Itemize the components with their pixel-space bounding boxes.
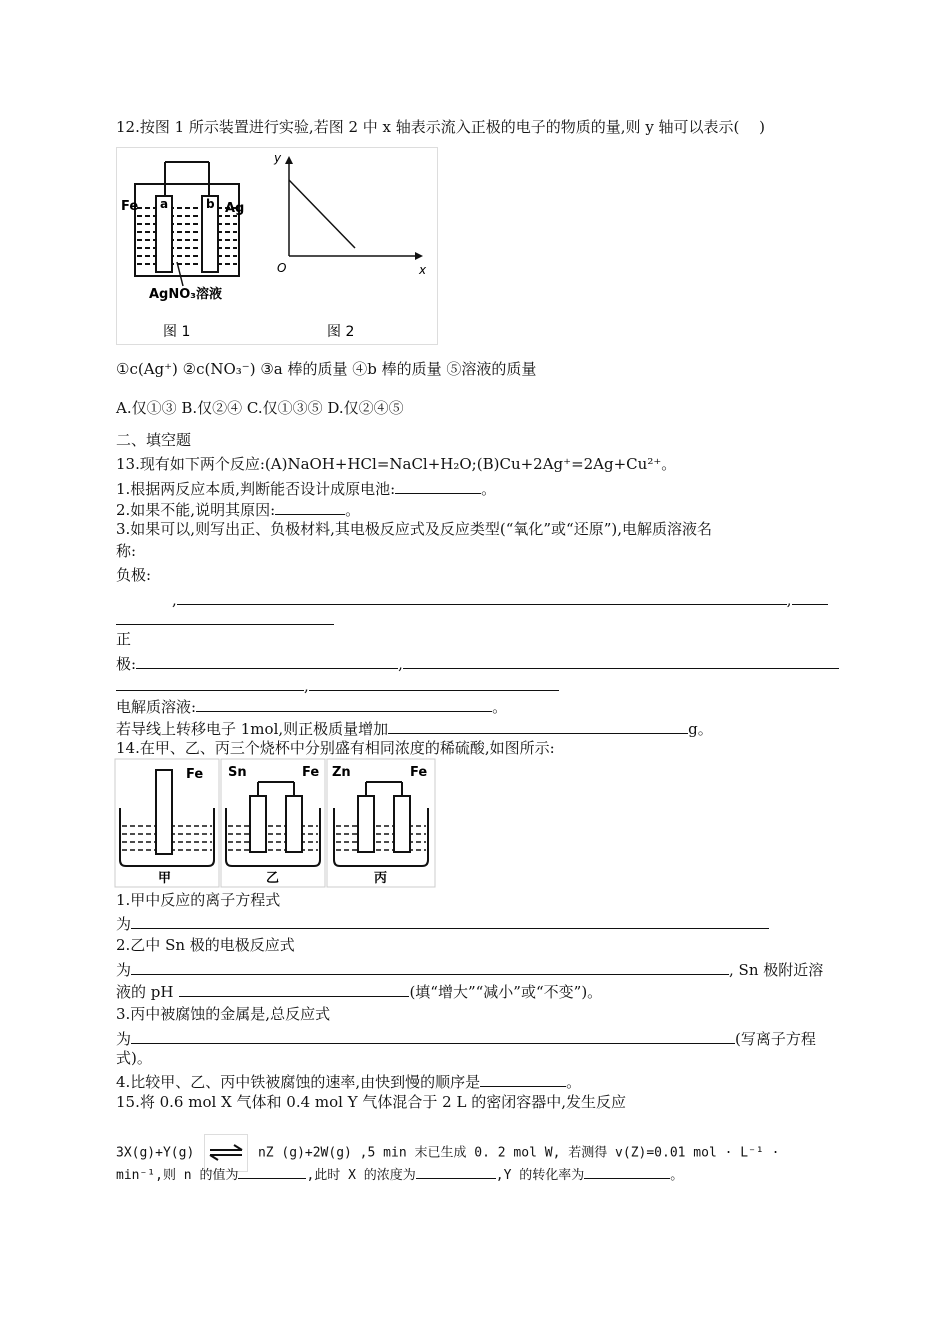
q14-s2-row <box>116 958 823 980</box>
q13-mass-text: 若导线上转移电子 1mol,则正极质量增加 <box>116 720 389 738</box>
q13-pos-comma: , <box>398 655 403 673</box>
q12-stem: 12.按图 1 所示装置进行实验,若图 2 中 x 轴表示流入正极的电子的物质的量,则 y 轴可以表示( ) <box>116 118 766 136</box>
q14-s4-blank[interactable] <box>480 1070 566 1087</box>
q14-s1-row <box>116 912 769 934</box>
q14-s3-row <box>116 1027 816 1049</box>
q14-s2-row2 <box>116 980 602 1002</box>
q13-pos-row2 <box>116 674 559 696</box>
q13-stem: 13.现有如下两个反应:(A)NaOH+HCl=NaCl+H₂O;(B)Cu+2Ag⁺=2Ag+Cu²⁺。 <box>116 455 677 473</box>
q13-pos-blank4[interactable] <box>309 674 559 691</box>
beaker-outline <box>135 184 239 276</box>
q13-s2 <box>116 498 360 520</box>
q13-s1-end: 。 <box>481 480 497 498</box>
svg-text:Zn: Zn <box>332 765 351 780</box>
q15-n-text: min⁻¹,则 n 的值为 <box>116 1168 239 1183</box>
q15-end: 。 <box>670 1168 684 1183</box>
q13-elec-label: 电解质溶液: <box>116 698 197 716</box>
ag-label: Ag <box>225 201 245 216</box>
q14-s3-blank[interactable] <box>131 1027 735 1044</box>
rod-a-label: a <box>160 197 169 211</box>
q12-figure <box>116 147 438 345</box>
q13-neg-row <box>116 588 828 610</box>
svg-text:甲: 甲 <box>158 871 172 886</box>
q13-s2-text: 2.如果不能,说明其原因: <box>116 501 276 519</box>
q15-eq-right: nZ (g)+2W(g) ,5 min 末已生成 0. 2 mol W, 若测得 v(Z)=0.01 mol · L⁻¹ · <box>257 1145 780 1161</box>
q14-s2-wei: 为 <box>116 961 132 979</box>
q12-figure-svg <box>117 148 437 344</box>
q13-pos-row <box>116 652 839 674</box>
q13-neg-blank1[interactable] <box>177 588 787 605</box>
q13-neg-row2 <box>116 608 334 630</box>
q14-s2-ph: 液的 pH <box>116 983 174 1001</box>
q14-stem: 14.在甲、乙、丙三个烧杯中分别盛有相同浓度的稀硫酸,如图所示: <box>116 739 555 757</box>
q14-s4-text: 4.比较甲、乙、丙中铁被腐蚀的速率,由快到慢的顺序是 <box>116 1073 481 1091</box>
rod-b-label: b <box>206 197 215 211</box>
q15-y-text: ,Y 的转化率为 <box>495 1168 585 1183</box>
q13-pos-label1: 正 <box>116 630 132 648</box>
q14-s1-wei: 为 <box>116 915 132 933</box>
q13-s1-blank[interactable] <box>395 477 481 494</box>
q13-neg-comma1: , <box>172 591 177 609</box>
q15-n-blank[interactable] <box>238 1162 306 1179</box>
q13-mass-row <box>116 717 713 739</box>
graph-line <box>289 180 355 248</box>
q15-x-blank[interactable] <box>416 1162 496 1179</box>
q14-s2-ph-end: (填“增大”“减小”或“不变”)。 <box>409 983 603 1001</box>
q14-figure <box>114 758 438 888</box>
beaker-jia <box>115 759 219 887</box>
solution-label: AgNO₃溶液 <box>149 287 222 302</box>
q15-y-blank[interactable] <box>584 1162 670 1179</box>
svg-text:乙: 乙 <box>266 871 280 886</box>
q13-elec-end: 。 <box>492 698 508 716</box>
q13-mass-unit: g。 <box>688 720 713 738</box>
q13-neg-label: 负极: <box>116 566 152 584</box>
q13-neg-blank2[interactable] <box>792 588 828 605</box>
q13-elec-blank[interactable] <box>196 695 492 712</box>
q14-s2-ph-blank[interactable] <box>179 980 409 997</box>
q13-s1-text: 1.根据两反应本质,判断能否设计成原电池: <box>116 480 396 498</box>
y-axis-label: y <box>274 151 282 165</box>
q13-s2-blank[interactable] <box>275 498 345 515</box>
q13-pos-blank3[interactable] <box>116 674 304 691</box>
q14-s4-end: 。 <box>566 1073 582 1091</box>
svg-text:Fe: Fe <box>186 767 204 782</box>
origin-label: O <box>277 261 287 275</box>
q14-s2: 2.乙中 Sn 极的电极反应式 <box>116 936 295 954</box>
q15-stem: 15.将 0.6 mol X 气体和 0.4 mol Y 气体混合于 2 L 的密闭容器中,发生反应 <box>116 1093 626 1111</box>
q13-mass-blank[interactable] <box>388 717 688 734</box>
q14-s3-end: (写离子方程 <box>735 1030 816 1048</box>
q13-neg-blank3[interactable] <box>116 608 334 625</box>
q15-row2 <box>116 1162 683 1186</box>
q14-s4 <box>116 1070 581 1092</box>
q14-s1: 1.甲中反应的离子方程式 <box>116 891 281 909</box>
q13-s3a: 3.如果可以,则写出正、负极材料,其电极反应式及反应类型(“氧化”或“还原”),电解质溶液名 <box>116 520 712 538</box>
x-axis-label: x <box>419 263 427 277</box>
svg-text:丙: 丙 <box>374 871 388 886</box>
q13-elec-row <box>116 695 507 717</box>
fe-label: Fe <box>121 199 139 214</box>
q14-s2-mid: , Sn 极附近溶 <box>729 961 824 979</box>
q13-pos-label2: 极: <box>116 655 137 673</box>
q14-figure-svg <box>114 758 438 888</box>
solution-pointer <box>177 262 183 286</box>
y-arrow <box>285 156 293 164</box>
solution-lines <box>137 208 237 264</box>
q12-items: ①c(Ag⁺) ②c(NO₃⁻) ③a 棒的质量 ④b 棒的质量 ⑤溶液的质量 <box>116 360 537 378</box>
q13-pos-blank1[interactable] <box>136 652 398 669</box>
svg-text:Fe: Fe <box>302 765 320 780</box>
beaker-bing <box>327 759 435 887</box>
fig1-caption: 图 1 <box>163 324 191 340</box>
section-heading: 二、填空题 <box>116 431 192 449</box>
q14-s1-blank[interactable] <box>131 912 769 929</box>
q15-eq-left: 3X(g)+Y(g) <box>116 1145 195 1161</box>
q13-pos-blank2[interactable] <box>403 652 839 669</box>
q13-s2-end: 。 <box>345 501 361 519</box>
svg-text:Fe: Fe <box>410 765 428 780</box>
svg-text:Sn: Sn <box>228 765 247 780</box>
q14-s3-wei: 为 <box>116 1030 132 1048</box>
q13-s1 <box>116 477 496 499</box>
q13-neg-comma2: , <box>786 591 792 609</box>
x-arrow <box>415 252 423 260</box>
q12-options: A.仅①③ B.仅②④ C.仅①③⑤ D.仅②④⑤ <box>116 399 404 417</box>
fig2-caption: 图 2 <box>327 324 355 340</box>
beaker-yi <box>221 759 325 887</box>
q14-s2-blank[interactable] <box>131 958 729 975</box>
q13-s3b: 称: <box>116 542 137 560</box>
q14-s3-row2: 式)。 <box>116 1049 152 1067</box>
q13-neg-indent <box>116 589 172 605</box>
q14-s3: 3.丙中被腐蚀的金属是,总反应式 <box>116 1005 331 1023</box>
q13-pos-comma2: , <box>304 677 309 695</box>
q15-x-text: ,此时 X 的浓度为 <box>306 1168 416 1183</box>
